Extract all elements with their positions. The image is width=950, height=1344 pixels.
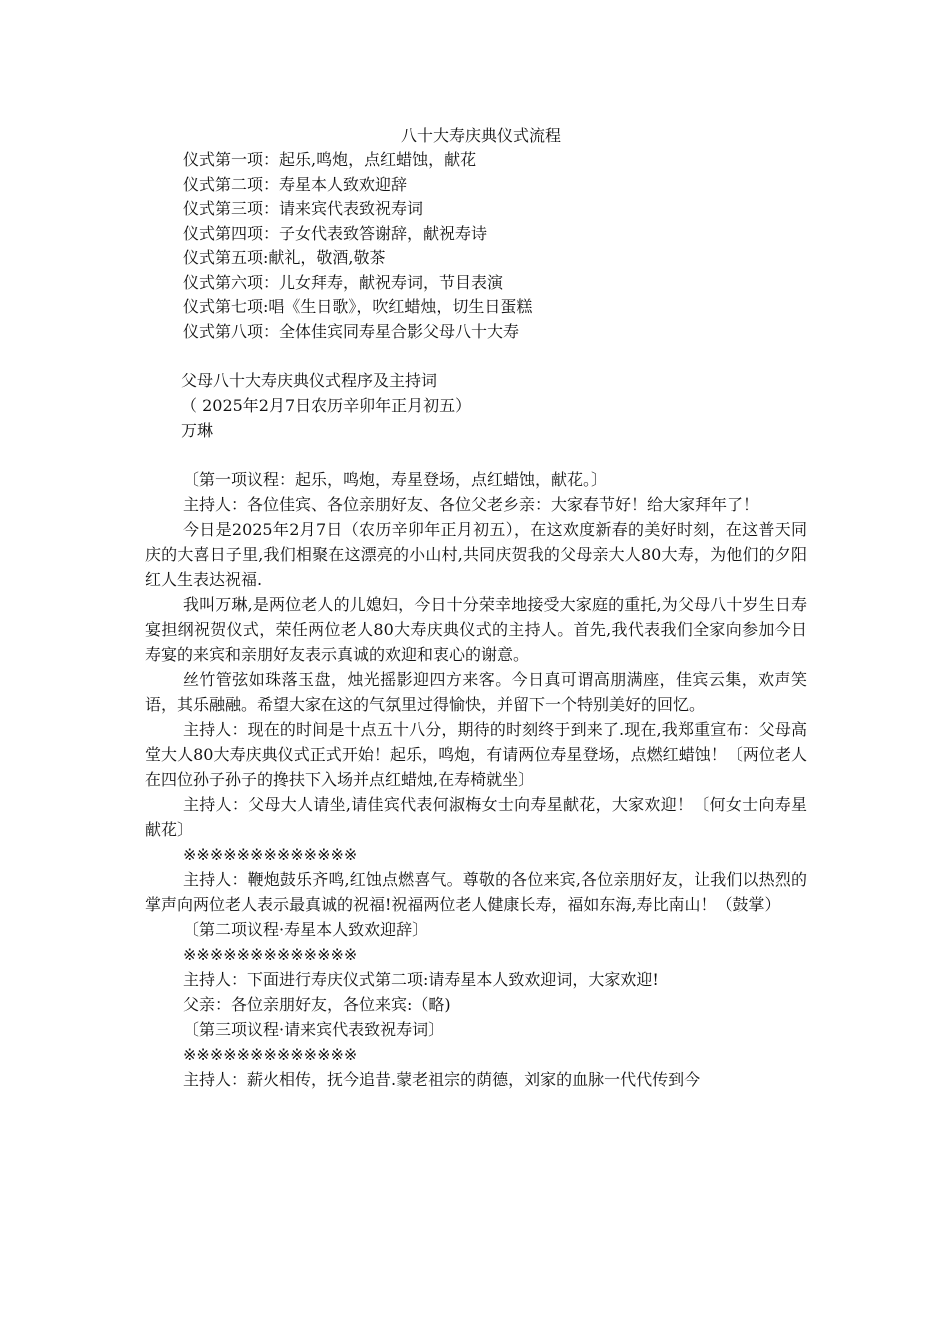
body-paragraph: 丝竹管弦如珠落玉盘，烛光摇影迎四方来客。今日真可谓高朋满座，佳宾云集，欢声笑语，其乐融融。希望大家在这的气氛里过得愉快，并留下一个特别美好的回忆。 <box>145 670 807 714</box>
date-line: （ 2025年2月7日农历辛卯年正月初五） <box>181 396 472 415</box>
section-subtitle: 父母八十大寿庆典仪式程序及主持词 <box>181 371 438 390</box>
host-paragraph: 主持人：下面进行寿庆仪式第二项:请寿星本人致欢迎词，大家欢迎! <box>183 970 659 989</box>
body-paragraph: 今日是2025年2月7日（农历辛卯年正月初五），在这欢度新春的美好时刻，在这普天同庆的大喜日子里,我们相聚在这漂亮的小山村,共同庆贺我的父母亲大人80大寿，为他们的夕阳红人生表达祝福. <box>145 520 807 589</box>
separator-stars: ※※※※※※※※※※※※※ <box>183 945 358 964</box>
ceremony-item: 仪式第八项：全体佳宾同寿星合影父母八十大寿 <box>183 321 520 341</box>
ceremony-item: 仪式第六项：儿女拜寿，献祝寿词，节目表演 <box>183 272 504 292</box>
body-paragraph: 我叫万琳,是两位老人的儿媳妇，今日十分荣幸地接受大家庭的重托,为父母八十岁生日寿宴担纲祝贺仪式，荣任两位老人80大寿庆典仪式的主持人。首先,我代表我们全家向参加今日寿宴的来宾和亲朋好友表示真诚的欢迎和衷心的谢意。 <box>145 595 807 664</box>
host-paragraph: 主持人：父母大人请坐,请佳宾代表何淑梅女士向寿星献花，大家欢迎！〔何女士向寿星献花〕 <box>145 795 807 839</box>
ceremony-item: 仪式第二项：寿星本人致欢迎辞 <box>183 174 408 194</box>
separator-stars: ※※※※※※※※※※※※※ <box>183 1045 358 1064</box>
spacer <box>145 443 807 467</box>
ceremony-item: 仪式第一项：起乐,鸣炮，点红蜡蚀，献花 <box>183 150 477 169</box>
document-page <box>145 123 807 1092</box>
host-paragraph: 主持人：鞭炮鼓乐齐鸣,红蚀点燃喜气。尊敬的各位来宾,各位亲朋好友，让我们以热烈的掌声向两位老人表示最真诚的祝福!祝福两位老人健康长寿，福如东海,寿比南山！（鼓掌） <box>145 870 807 914</box>
ceremony-item: 仪式第七项:唱《生日歌》，吹红蜡烛，切生日蛋糕 <box>183 297 533 316</box>
ceremony-item: 仪式第三项：请来宾代表致祝寿词 <box>183 199 424 218</box>
host-paragraph: 主持人：各位佳宾、各位亲朋好友、各位父老乡亲：大家春节好！给大家拜年了！ <box>183 495 760 514</box>
ceremony-item: 仪式第四项：子女代表致答谢辞，献祝寿诗 <box>183 223 488 243</box>
host-paragraph: 主持人：薪火相传，抚今追昔.蒙老祖宗的荫德，刘家的血脉一代代传到今 <box>183 1070 701 1089</box>
ceremony-list <box>145 148 807 344</box>
host-paragraph: 主持人：现在的时间是十点五十八分，期待的时刻终于到来了.现在,我郑重宣布：父母高堂大人80大寿庆典仪式正式开始！起乐，鸣炮，有请两位寿星登场，点燃红蜡蚀！〔两位老人在四位孙子孙子的搀扶下入场并点红蜡烛,在寿椅就坐〕 <box>145 720 807 789</box>
author-name: 万琳 <box>181 421 214 440</box>
agenda-note: 〔第二项议程·寿星本人致欢迎辞〕 <box>183 920 429 939</box>
separator-stars: ※※※※※※※※※※※※※ <box>183 845 358 864</box>
document-title: 八十大寿庆典仪式流程 <box>400 126 561 145</box>
agenda-note: 〔第三项议程·请来宾代表致祝寿词〕 <box>183 1020 445 1039</box>
father-paragraph: 父亲：各位亲朋好友，各位来宾:（略) <box>183 995 451 1014</box>
script-body <box>145 467 807 1092</box>
spacer <box>145 344 807 368</box>
agenda-note: 〔第一项议程：起乐，鸣炮，寿星登场，点红蜡蚀，献花。〕 <box>183 470 608 489</box>
ceremony-item: 仪式第五项:献礼，敬酒,敬茶 <box>183 248 386 267</box>
